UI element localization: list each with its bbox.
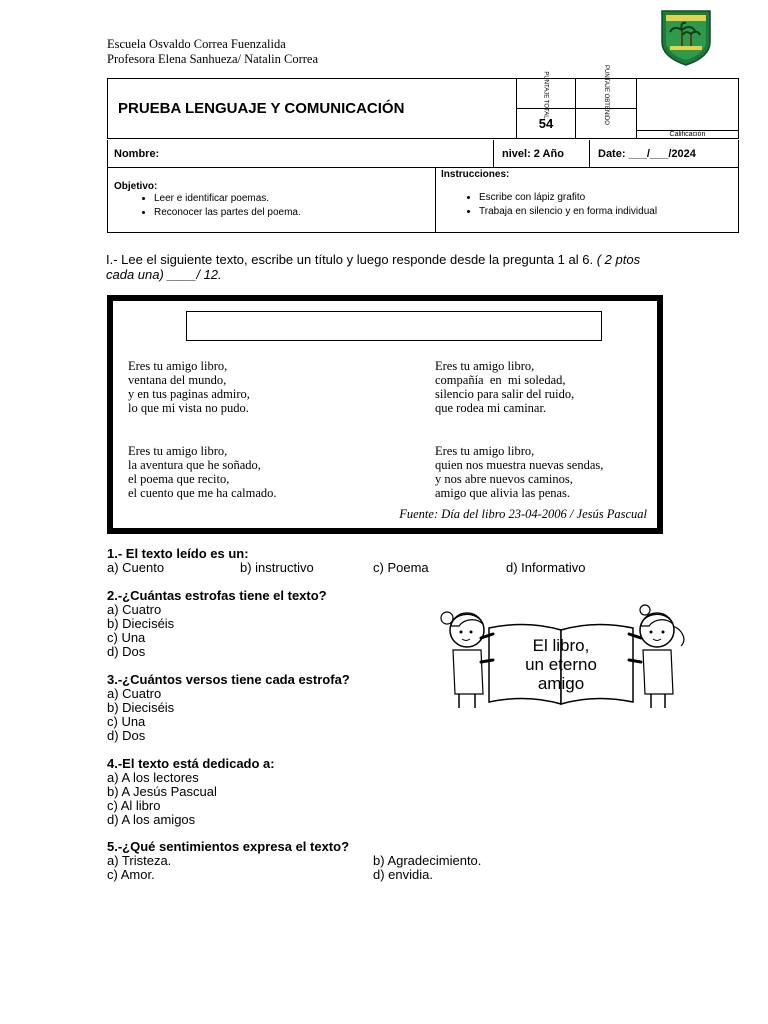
exam-title: PRUEBA LENGUAJE Y COMUNICACIÓN: [108, 79, 517, 139]
poem-title-field[interactable]: [186, 311, 602, 341]
answer-option[interactable]: a) Tristeza.: [107, 853, 172, 868]
poem-source: Fuente: Día del libro 23-04-2006 / Jesús Pascual: [399, 507, 647, 521]
book-illustration: [437, 604, 689, 712]
question-1: [107, 547, 667, 575]
instrucciones-label: Instrucciones:: [441, 169, 510, 180]
question-4: [107, 757, 427, 827]
answer-option[interactable]: d) envidia.: [373, 867, 433, 882]
illustration-text: El libro,: [532, 636, 590, 655]
question-5: [107, 840, 667, 882]
objetivo-label: Objetivo:: [114, 181, 158, 192]
objetivo-list: [114, 192, 424, 220]
school-name: Escuela Osvaldo Correa Fuenzalida: [107, 37, 286, 51]
puntaje-obtenido-label: PUNTAJE OBTENIDO: [602, 65, 609, 125]
question-3: [107, 673, 427, 743]
teachers-name: Profesora Elena Sanhueza/ Natalin Correa: [107, 52, 319, 66]
answer-option[interactable]: d) Dos: [107, 728, 146, 743]
student-info-row: [107, 140, 739, 168]
instruccion-item: • Trabaja en silencio y en forma individual: [479, 205, 736, 219]
answer-option[interactable]: b) Dieciséis: [107, 700, 175, 715]
question-title: 5.-¿Qué sentimientos expresa el texto?: [107, 839, 350, 854]
answer-option[interactable]: b) instructivo: [240, 560, 314, 575]
answer-option[interactable]: c) Al libro: [107, 798, 161, 813]
question-title: 3.-¿Cuántos versos tiene cada estrofa?: [107, 672, 350, 687]
puntaje-total-value: 54: [517, 109, 576, 139]
objetivo-item: • Leer e identificar poemas.: [154, 192, 424, 206]
calificacion-box: [636, 79, 738, 131]
answer-option[interactable]: a) Cuatro: [107, 602, 162, 617]
answer-option[interactable]: c) Una: [107, 630, 146, 645]
objectives-row: [107, 167, 739, 233]
puntaje-total-label: PUNTAJE TOTAL: [542, 71, 549, 119]
question-title: 4.-El texto está dedicado a:: [107, 756, 275, 771]
date-label: Date: ___/___/2024: [598, 148, 696, 160]
instrucciones-list: [441, 191, 736, 219]
answer-option[interactable]: d) Informativo: [506, 560, 586, 575]
instruccion-item: • Escribe con lápiz grafito: [479, 191, 736, 205]
calificacion-label: Calificación: [636, 131, 738, 139]
question-title: 2.-¿Cuántas estrofas tiene el texto?: [107, 588, 327, 603]
question-title: 1.- El texto leído es un:: [107, 546, 249, 561]
instruction-points: ( 2 ptos cada una) ____/ 12.: [106, 252, 641, 282]
answer-option[interactable]: b) Dieciséis: [107, 616, 175, 631]
answer-option[interactable]: b) Agradecimiento.: [373, 853, 482, 868]
objetivo-item: • Reconocer las partes del poema.: [154, 206, 424, 220]
poem-box: [107, 295, 663, 534]
poem-stanza: Eres tu amigo libro, la aventura que he soñado, el poema que recito, el cuento que me ha calmado.: [128, 444, 277, 500]
nombre-label: Nombre:: [114, 148, 160, 160]
answer-option[interactable]: a) Cuatro: [107, 686, 162, 701]
answer-option[interactable]: a) Cuento: [107, 560, 165, 575]
answer-option[interactable]: c) Una: [107, 714, 146, 729]
question-2: [107, 589, 427, 659]
answer-option[interactable]: a) A los lectores: [107, 770, 199, 785]
poem-stanza: Eres tu amigo libro, quien nos muestra nuevas sendas, y nos abre nuevos caminos, amigo que alivia las penas.: [435, 444, 604, 500]
header-table: [107, 65, 739, 139]
answer-option[interactable]: c) Amor.: [107, 867, 155, 882]
answer-option[interactable]: b) A Jesús Pascual: [107, 784, 217, 799]
answer-option[interactable]: d) Dos: [107, 644, 146, 659]
poem-stanza: Eres tu amigo libro, compañía en mi soledad, silencio para salir del ruido, que rodea mi caminar.: [435, 359, 575, 415]
illustration-text: amigo: [537, 674, 585, 693]
section-instruction: [106, 252, 666, 282]
objetivo-section: [114, 181, 424, 220]
school-header: [107, 37, 318, 67]
poem-stanza: Eres tu amigo libro, ventana del mundo, y en tus paginas admiro, lo que mi vista no pudo.: [128, 359, 250, 415]
answer-option[interactable]: d) A los amigos: [107, 812, 196, 827]
school-logo: [660, 8, 712, 66]
nivel-label: nivel: 2 Año: [502, 148, 564, 160]
illustration-text: un eterno: [525, 655, 597, 674]
instrucciones-section: [441, 169, 736, 219]
answer-option[interactable]: c) Poema: [373, 560, 429, 575]
instruction-text: I.- Lee el siguiente texto, escribe un título y luego responde desde la pregunta 1 al 6.: [106, 252, 594, 267]
